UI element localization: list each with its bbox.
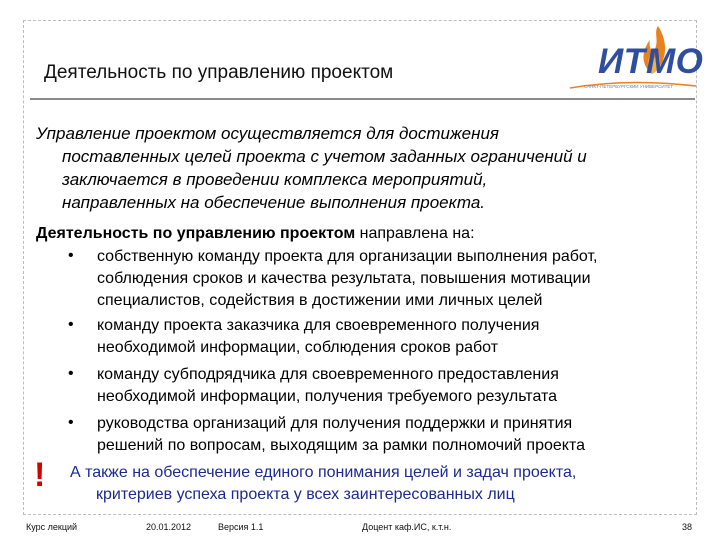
lead-sentence: [36, 224, 475, 244]
footer-version: Версия 1.1: [218, 522, 264, 532]
bullet-line: решений по вопросам, выходящим за рамки полномочий проекта: [97, 437, 586, 454]
footer-date: 20.01.2012: [146, 522, 192, 532]
logo-subtitle: САНКТ-ПЕТЕРБУРГСКИЙ УНИВЕРСИТЕТ: [584, 84, 674, 89]
bullet-dot: •: [68, 316, 74, 333]
slide-header: [0, 0, 720, 100]
footer-page-number: 38: [682, 522, 693, 532]
intro-line: заключается в проведении комплекса мероприятий,: [62, 170, 488, 189]
bullet-line: специалистов, содействия в достижении ими личных целей: [97, 292, 543, 309]
footer-course: Курс лекций: [26, 522, 78, 532]
intro-paragraph: [36, 122, 696, 214]
note-line: А также на обеспечение единого понимания целей и задач проекта,: [70, 464, 577, 481]
bullet-line: необходимой информации, получения требуемого результата: [97, 388, 558, 405]
logo-wordmark: ИТМО: [598, 42, 704, 81]
bullet-dot: •: [68, 365, 74, 382]
intro-line: Управление проектом осуществляется для достижения: [36, 124, 499, 143]
intro-line: поставленных целей проекта с учетом заданных ограничений и: [62, 147, 587, 166]
bullet-line: соблюдения сроков и качества результата, повышения мотивации: [97, 270, 591, 287]
itmo-logo: [568, 24, 704, 96]
note-line: критериев успеха проекта у всех заинтересованных лиц: [96, 486, 515, 503]
bullet-line: команду субподрядчика для своевременного предоставления: [97, 366, 559, 383]
bullet-line: команду проекта заказчика для своевременного получения: [97, 317, 540, 334]
lead-rest: направлена на:: [355, 225, 475, 242]
bullet-dot: •: [68, 247, 74, 264]
exclamation-icon: !: [34, 456, 46, 494]
slide-footer: [0, 522, 720, 536]
bullet-line: руководства организаций для получения поддержки и принятия: [97, 415, 573, 432]
footer-author: Доцент каф.ИС, к.т.н.: [362, 522, 452, 532]
intro-line: направленных на обеспечение выполнения проекта.: [62, 193, 485, 212]
bullet-line: собственную команду проекта для организации выполнения работ,: [97, 248, 598, 265]
lead-bold: Деятельность по управлению проектом: [36, 225, 356, 242]
bullet-line: необходимой информации, соблюдения сроков работ: [97, 339, 499, 356]
header-divider: [30, 98, 695, 100]
slide-title: Деятельность по управлению проектом: [44, 62, 394, 83]
bullet-dot: •: [68, 414, 74, 431]
